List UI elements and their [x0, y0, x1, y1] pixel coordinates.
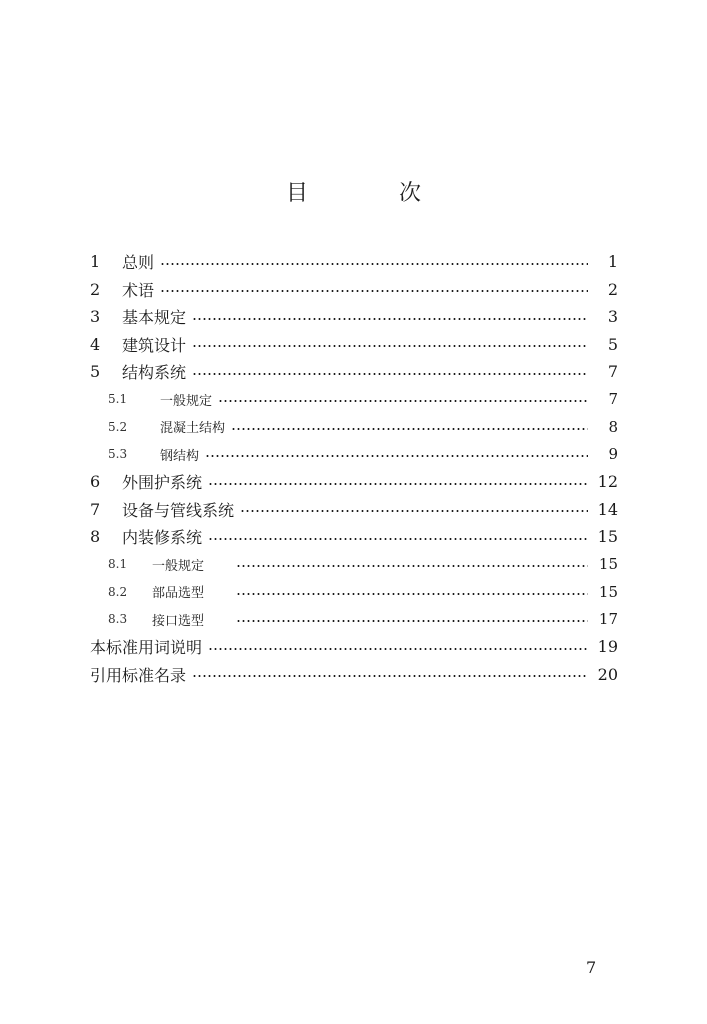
dot-leader	[218, 400, 588, 402]
toc-entry-8-3[interactable]	[90, 606, 620, 634]
dot-leader	[160, 263, 588, 265]
toc-entry-page: 15	[597, 527, 618, 547]
toc-entry-label: 钢结构	[160, 448, 200, 464]
toc-entry-page: 15	[598, 582, 618, 601]
toc-entry-8-1[interactable]	[90, 551, 620, 579]
toc-entry-page: 17	[598, 610, 618, 629]
toc-entry-label: 部品选型	[152, 586, 205, 602]
toc-entry-label: 外围护系统	[122, 473, 203, 493]
toc-entry-page: 7	[608, 390, 618, 409]
toc-entry-number: 8.1	[108, 557, 128, 572]
toc-entry-label: 基本规定	[122, 308, 187, 328]
toc-entry-page: 7	[607, 362, 618, 382]
toc-entry-page: 3	[607, 307, 618, 327]
page-number: 7	[586, 958, 597, 977]
page-title: 目 次	[286, 181, 463, 206]
toc-entry-page: 8	[608, 417, 618, 436]
toc-entry-label: 总则	[122, 253, 155, 273]
toc-entry-number: 1	[90, 252, 101, 272]
toc-entry-page: 15	[598, 555, 618, 574]
dot-leader	[231, 428, 588, 430]
toc-entry-5[interactable]	[90, 358, 620, 386]
toc-entry-6[interactable]	[90, 468, 620, 496]
toc-entry-page: 1	[607, 252, 618, 272]
toc-entry-label: 结构系统	[122, 363, 187, 383]
toc-entry-page: 12	[597, 472, 618, 492]
toc-entry-page: 9	[608, 445, 618, 464]
toc-entry-number: 5.2	[108, 419, 128, 434]
toc-entry-7[interactable]	[90, 496, 620, 524]
dot-leader	[208, 538, 588, 540]
dot-leader	[160, 290, 588, 292]
toc-entry-label: 接口选型	[152, 613, 205, 629]
toc-entry-label: 建筑设计	[122, 335, 187, 355]
dot-leader	[240, 510, 588, 512]
table-of-contents	[90, 248, 620, 688]
toc-entry-standard-terms[interactable]	[90, 633, 620, 661]
toc-entry-label: 一般规定	[160, 393, 213, 409]
dot-leader	[208, 648, 588, 650]
toc-entry-1[interactable]	[90, 248, 620, 276]
toc-entry-label: 混凝土结构	[160, 421, 226, 437]
dot-leader	[236, 620, 588, 622]
toc-entry-number: 8.3	[108, 612, 128, 627]
toc-entry-label: 一般规定	[152, 558, 205, 574]
dot-leader	[192, 675, 588, 677]
dot-leader	[236, 593, 588, 595]
toc-entry-number: 6	[90, 472, 101, 492]
toc-entry-5-3[interactable]	[90, 441, 620, 469]
toc-entry-8-2[interactable]	[90, 578, 620, 606]
dot-leader	[192, 318, 588, 320]
toc-entry-number: 5.3	[108, 447, 128, 462]
toc-entry-referenced-standards[interactable]	[90, 661, 620, 689]
toc-entry-label: 术语	[122, 280, 155, 300]
toc-entry-number: 5.1	[108, 392, 128, 407]
toc-entry-number: 2	[90, 279, 101, 299]
dot-leader	[192, 345, 588, 347]
toc-entry-8[interactable]	[90, 523, 620, 551]
dot-leader	[192, 373, 588, 375]
toc-entry-number: 8	[90, 527, 101, 547]
dot-leader	[208, 483, 588, 485]
toc-entry-5-1[interactable]	[90, 386, 620, 414]
toc-entry-label: 引用标准名录	[90, 665, 187, 685]
toc-entry-2[interactable]	[90, 276, 620, 304]
toc-entry-page: 19	[597, 637, 618, 657]
toc-entry-label: 内装修系统	[122, 528, 203, 548]
toc-entry-number: 8.2	[108, 584, 128, 599]
toc-entry-label: 本标准用词说明	[90, 638, 203, 658]
dot-leader	[205, 455, 588, 457]
toc-entry-5-2[interactable]	[90, 413, 620, 441]
toc-entry-4[interactable]	[90, 331, 620, 359]
toc-entry-label: 设备与管线系统	[122, 500, 235, 520]
toc-entry-page: 2	[607, 279, 618, 299]
toc-entry-number: 5	[90, 362, 101, 382]
toc-entry-number: 7	[90, 499, 101, 519]
toc-entry-page: 14	[597, 499, 618, 519]
toc-entry-page: 5	[607, 334, 618, 354]
toc-entry-page: 20	[597, 664, 618, 684]
toc-entry-3[interactable]	[90, 303, 620, 331]
toc-entry-number: 4	[90, 334, 101, 354]
dot-leader	[236, 565, 588, 567]
toc-entry-number: 3	[90, 307, 101, 327]
